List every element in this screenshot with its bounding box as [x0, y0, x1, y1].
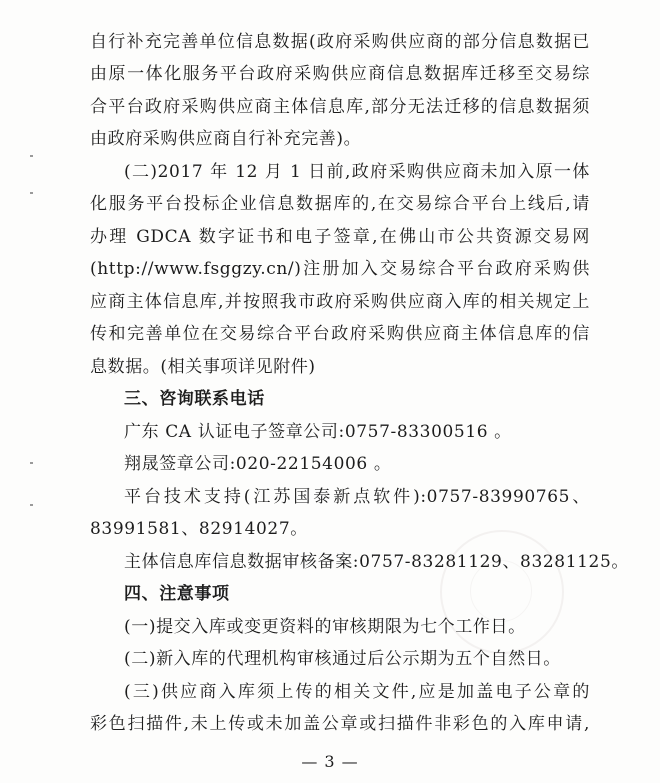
body-line: 应商主体信息库,并按照我市政府采购供应商入库的相关规定上 [90, 292, 590, 312]
note-line: 彩色扫描件,未上传或未加盖公章或扫描件非彩色的入库申请, [90, 714, 590, 734]
note-line: (一)提交入库或变更资料的审核期限为七个工作日。 [124, 617, 526, 637]
scan-mark [30, 192, 33, 194]
scan-mark [30, 462, 33, 464]
note-line: (二)新入库的代理机构审核通过后公示期为五个自然日。 [124, 649, 561, 669]
scan-mark [30, 504, 33, 506]
section-heading: 四、注意事项 [124, 584, 230, 604]
page-number: — 3 — [301, 752, 359, 771]
body-line: 化服务平台投标企业信息数据库的,在交易综合平台上线后,请 [90, 194, 590, 214]
body-line: 传和完善单位在交易综合平台政府采购供应商主体信息库的信 [90, 324, 590, 344]
body-line: 息数据。(相关事项详见附件) [90, 357, 316, 377]
body-line: 由政府采购供应商自行补充完善)。 [90, 129, 362, 149]
body-line: 由原一体化服务平台政府采购供应商信息数据库迁移至交易综 [90, 64, 590, 84]
body-line: 办理 GDCA 数字证书和电子签章,在佛山市公共资源交易网 [90, 227, 590, 247]
body-line: 合平台政府采购供应商主体信息库,部分无法迁移的信息数据须 [90, 97, 590, 117]
scan-mark [30, 155, 33, 157]
contact-line: 主体信息库信息数据审核备案:0757-83281129、83281125。 [124, 552, 629, 572]
section-heading: 三、咨询联系电话 [124, 389, 265, 409]
body-line: (二)2017 年 12 月 1 日前,政府采购供应商未加入原一体 [124, 162, 590, 182]
contact-line: 翔晟签章公司:020-22154006 。 [124, 454, 392, 474]
body-line: (http://www.fsggzy.cn/)注册加入交易综合平台政府采购供 [90, 259, 590, 279]
contact-line: 广东 CA 认证电子签章公司:0757-83300516 。 [124, 422, 512, 442]
contact-line: 平台技术支持(江苏国泰新点软件):0757-83990765、 [124, 487, 590, 507]
note-line: (三)供应商入库须上传的相关文件,应是加盖电子公章的 [124, 682, 590, 702]
body-line: 自行补充完善单位信息数据(政府采购供应商的部分信息数据已 [90, 32, 590, 52]
contact-line: 83991581、82914027。 [90, 519, 308, 539]
